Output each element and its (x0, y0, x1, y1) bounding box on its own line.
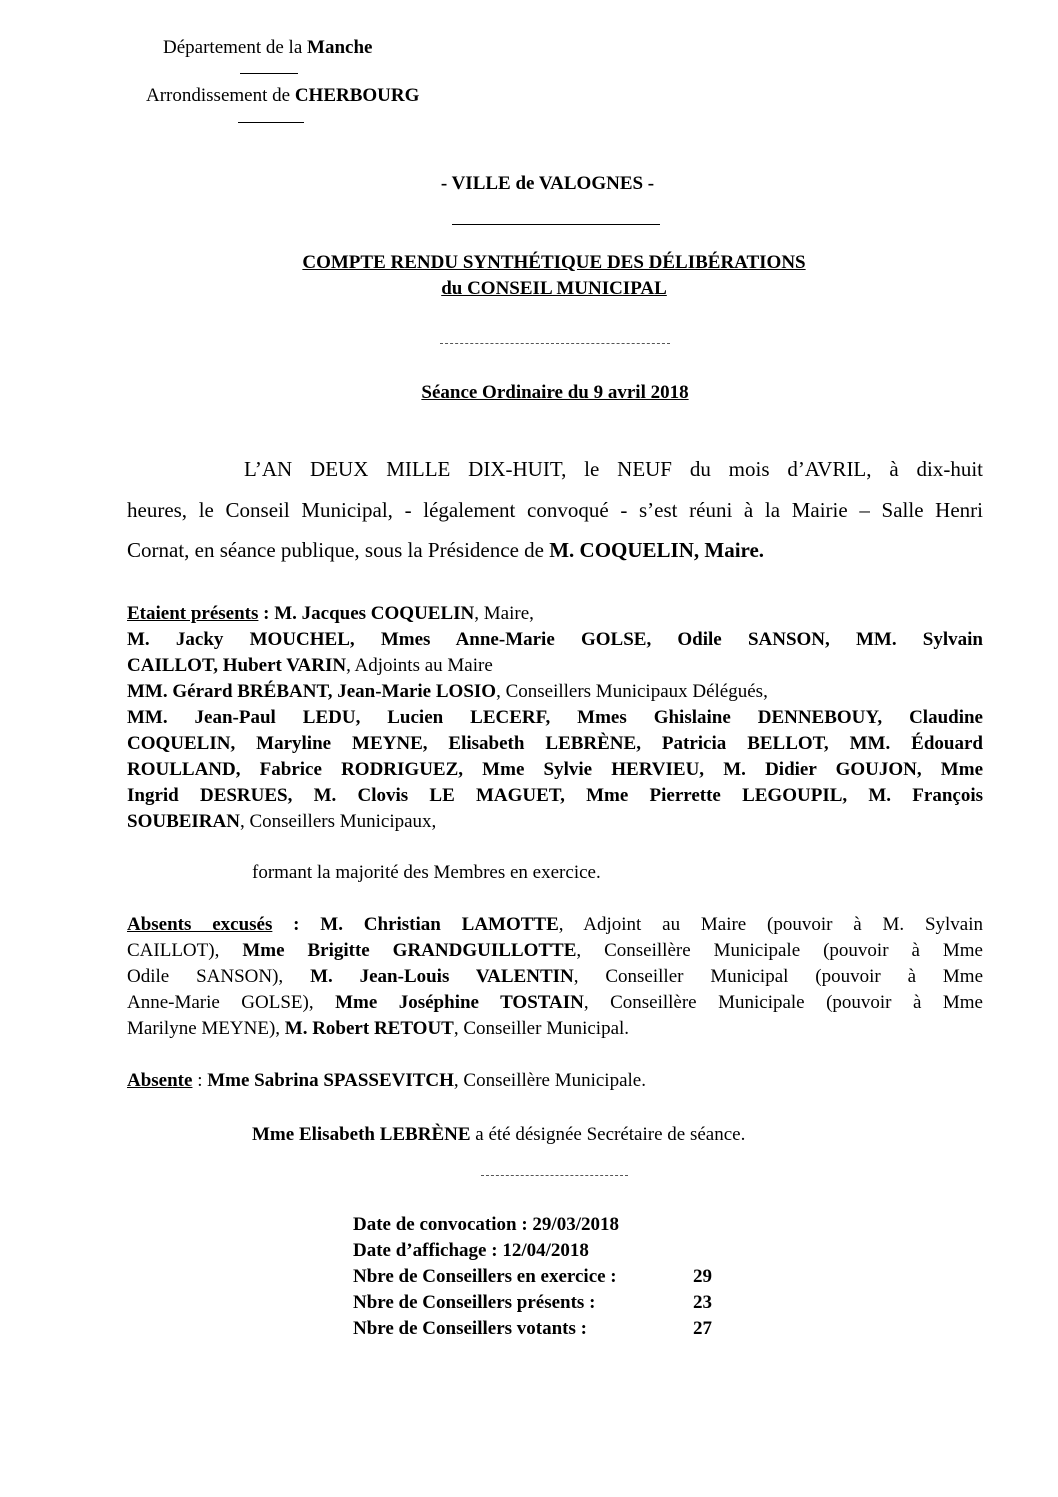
presents-line-3-names: CAILLOT, Hubert VARIN (127, 655, 347, 676)
excuses-line-2-a: CAILLOT), (127, 940, 243, 961)
arrondissement-name: CHERBOURG (294, 85, 420, 106)
absente-sep: : (192, 1070, 208, 1091)
stats-convocation: Date de convocation : 29/03/2018 (353, 1214, 619, 1235)
stats-votants-value: 27 (693, 1318, 712, 1339)
excuses-sep: : (272, 914, 321, 935)
excuses-line-2-name: Mme Brigitte GRANDGUILLOTTE (242, 940, 577, 961)
excuses-line-4-b: , Conseillère Municipale (pouvoir à Mme (583, 992, 983, 1013)
presents-line-4-names: MM. Gérard BRÉBANT, Jean-Marie LOSIO (127, 681, 497, 702)
presents-line-3 (127, 655, 493, 677)
stats-presents-value: 23 (693, 1292, 712, 1313)
presents-sep: : (258, 603, 275, 624)
excuses-line-5-a: Marilyne MEYNE), (127, 1018, 285, 1039)
excuses-line-5 (127, 1018, 629, 1040)
stats-exercice-row (353, 1266, 712, 1292)
header-divider-1 (240, 73, 298, 74)
excuses-line-2-b: , Conseillère Municipale (pouvoir à Mme (576, 940, 983, 961)
stats-exercice-value: 29 (693, 1266, 712, 1287)
stats-affichage: Date d’affichage : 12/04/2018 (353, 1240, 589, 1261)
stats-affichage-row (353, 1240, 619, 1266)
title-dashed-divider (440, 343, 670, 344)
intro-line-3-text: Cornat, en séance publique, sous la Présidence de (127, 538, 550, 562)
excuses-line-4 (127, 992, 983, 1014)
presents-line-4 (127, 681, 768, 703)
stats-presents-label: Nbre de Conseillers présents : (353, 1292, 596, 1313)
intro-line-3-president: M. COQUELIN, Maire. (549, 538, 765, 562)
secretaire-name: Mme Elisabeth LEBRÈNE (252, 1124, 471, 1145)
excuses-line-2 (127, 940, 983, 962)
compte-rendu-title-line2: du CONSEIL MUNICIPAL (441, 278, 667, 299)
seance-title: Séance Ordinaire du 9 avril 2018 (421, 382, 689, 403)
presents-line-9 (127, 811, 436, 833)
excuses-line-4-a: Anne-Marie GOLSE), (127, 992, 336, 1013)
secretaire-line (252, 1124, 745, 1146)
excuses-line-3-a: Odile SANSON), (127, 966, 311, 987)
intro-line-1-wrap (244, 457, 983, 482)
intro-line-1: L’AN DEUX MILLE DIX-HUIT, le NEUF du mois d’AVRIL, à dix-huit (244, 457, 983, 481)
presents-line-9-names: SOUBEIRAN (127, 811, 240, 832)
excuses-label: Absents excusés (127, 914, 273, 935)
excuses-line-5-b: , Conseiller Municipal. (453, 1018, 630, 1039)
presents-line-2: M. Jacky MOUCHEL, Mmes Anne-Marie GOLSE, Odile SANSON, MM. Sylvain (127, 629, 983, 650)
secretaire-dashed-divider (481, 1175, 628, 1176)
excuses-line-3 (127, 966, 983, 988)
stats-convocation-row (353, 1214, 619, 1240)
absente-line (127, 1070, 646, 1092)
arrondissement-line (146, 85, 419, 107)
presents-line-7: ROULLAND, Fabrice RODRIGUEZ, Mme Sylvie HERVIEU, M. Didier GOUJON, Mme (127, 759, 983, 780)
stats-votants-row (353, 1318, 712, 1344)
departement-name: Manche (307, 37, 373, 58)
absente-label: Absente (127, 1070, 193, 1091)
majorite-line: formant la majorité des Membres en exercice. (252, 862, 601, 883)
presents-line-1 (127, 603, 534, 625)
stats-exercice-label: Nbre de Conseillers en exercice : (353, 1266, 617, 1287)
excuses-line-1-name: M. Christian LAMOTTE (320, 914, 559, 935)
header-divider-2 (238, 122, 304, 123)
compte-rendu-title-line1: COMPTE RENDU SYNTHÉTIQUE DES DÉLIBÉRATIONS (302, 252, 806, 273)
excuses-line-1 (127, 914, 983, 936)
absente-role: , Conseillère Municipale. (453, 1070, 646, 1091)
excuses-line-3-name: M. Jean-Louis VALENTIN (310, 966, 574, 987)
absente-name: Mme Sabrina SPASSEVITCH (207, 1070, 454, 1091)
stats-presents-row (353, 1292, 712, 1318)
intro-line-3 (127, 538, 764, 563)
excuses-line-3-b: , Conseiller Municipal (pouvoir à Mme (573, 966, 983, 987)
stats-block (353, 1214, 712, 1344)
presents-maire-name: M. Jacques COQUELIN (274, 603, 475, 624)
presents-line-6: COQUELIN, Maryline MEYNE, Elisabeth LEBRÈNE, Patricia BELLOT, MM. Édouard (127, 733, 983, 754)
excuses-line-5-name: M. Robert RETOUT (284, 1018, 454, 1039)
secretaire-text: a été désignée Secrétaire de séance. (470, 1124, 746, 1145)
presents-line-9-role: , Conseillers Municipaux, (239, 811, 437, 832)
presents-line-3-role: , Adjoints au Maire (346, 655, 493, 676)
presents-maire-role: , Maire, (474, 603, 534, 624)
intro-line-2: heures, le Conseil Municipal, - légalement convoqué - s’est réuni à la Mairie – Salle Henri (127, 498, 983, 522)
stats-votants-label: Nbre de Conseillers votants : (353, 1318, 587, 1339)
ville-title: - VILLE de VALOGNES - (440, 173, 655, 194)
presents-line-5: MM. Jean-Paul LEDU, Lucien LECERF, Mmes Ghislaine DENNEBOUY, Claudine (127, 707, 983, 728)
presents-label: Etaient présents (127, 603, 259, 624)
presents-line-4-role: , Conseillers Municipaux Délégués, (496, 681, 768, 702)
ville-underline (452, 224, 660, 225)
excuses-line-1-text: , Adjoint au Maire (pouvoir à M. Sylvain (558, 914, 984, 935)
departement-prefix: Département de la (163, 37, 308, 58)
departement-line (163, 37, 372, 59)
excuses-line-4-name: Mme Joséphine TOSTAIN (335, 992, 584, 1013)
presents-line-8: Ingrid DESRUES, M. Clovis LE MAGUET, Mme Pierrette LEGOUPIL, M. François (127, 785, 983, 806)
arrondissement-prefix: Arrondissement de (146, 85, 295, 106)
